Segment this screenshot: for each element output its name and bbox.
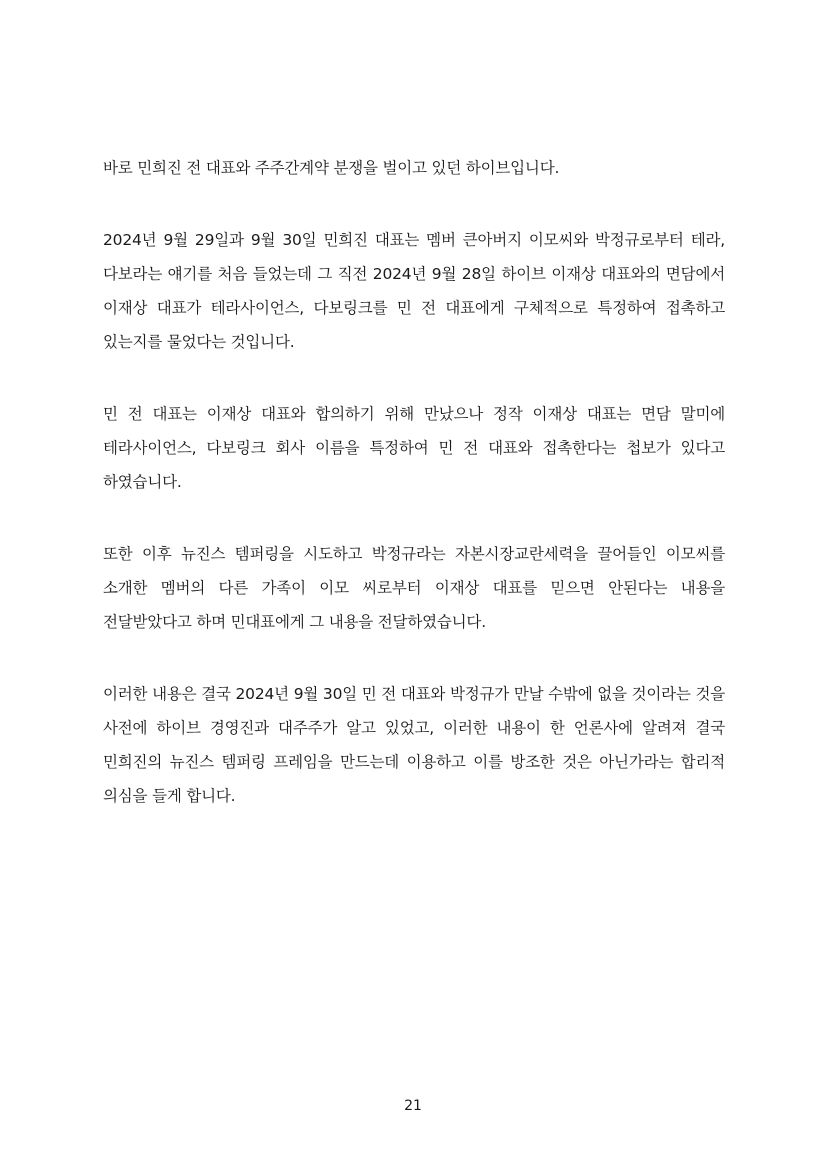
paragraph-5: 이러한 내용은 결국 2024년 9월 30일 민 전 대표와 박정규가 만날 수밖에 없을 것이라는 것을 사전에 하이브 경영진과 대주주가 알고 있었고, 이러한 내용이 한 언론사에 알려져 결국 민희진의 뉴진스 템퍼링 프레임을 만드는데 이용하고 이를 방조한 것은 아닌가라는 합리적 의심을 들게 합니다. xyxy=(103,685,725,805)
paragraph-4: 또한 이후 뉴진스 템퍼링을 시도하고 박정규라는 자본시장교란세력을 끌어들인 이모씨를 소개한 멤버의 다른 가족이 이모 씨로부터 이재상 대표를 믿으면 안된다는 내용을 전달받았다고 하며 민대표에게 그 내용을 전달하였습니다. xyxy=(103,545,725,631)
paragraph-1: 바로 민희진 전 대표와 주주간계약 분쟁을 벌이고 있던 하이브입니다. xyxy=(103,159,560,177)
paragraph-3: 민 전 대표는 이재상 대표와 합의하기 위해 만났으나 정작 이재상 대표는 면담 말미에 테라사이언스, 다보링크 회사 이름을 특정하여 민 전 대표와 접촉한다는 첩보가 있다고 하였습니다. xyxy=(103,405,725,491)
page-number: 21 xyxy=(404,1098,422,1114)
document-body xyxy=(103,151,725,851)
paragraph-2: 2024년 9월 29일과 9월 30일 민희진 대표는 멤버 큰아버지 이모씨와 박정규로부터 테라, 다보라는 얘기를 처음 들었는데 그 직전 2024년 9월 28일 하이브 이재상 대표와의 면담에서 이재상 대표가 테라사이언스, 다보링크를 민 전 대표에게 구체적으로 특정하여 접촉하고 있는지를 물었다는 것입니다. xyxy=(103,231,725,351)
